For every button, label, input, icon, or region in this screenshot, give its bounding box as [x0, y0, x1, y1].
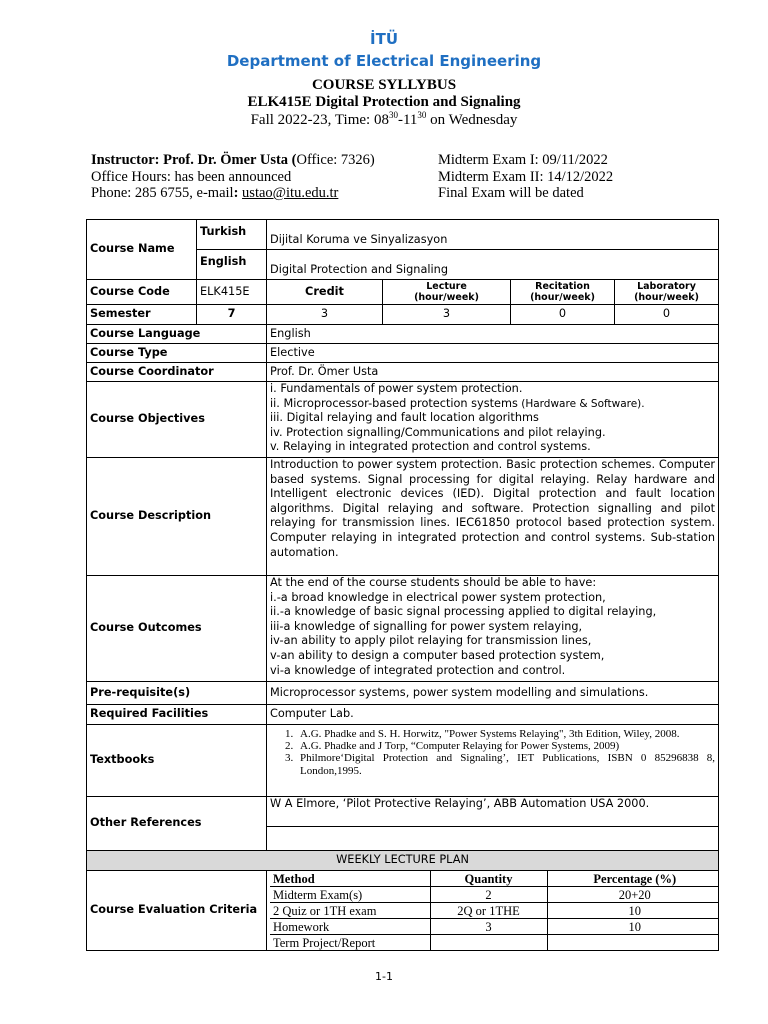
textbooks-list — [270, 728, 715, 777]
table-row — [87, 325, 719, 344]
lecture-header-line2: (hour/week) — [414, 292, 479, 303]
instructor-name: Instructor: Prof. Dr. Ömer Usta ( — [91, 152, 297, 168]
type-label: Course Type — [87, 344, 267, 363]
objective-text: ii. Microprocessor-based protection systems — [270, 396, 518, 410]
time-suffix: on Wednesday — [426, 112, 518, 128]
semester-value: 7 — [197, 305, 267, 325]
course-time — [0, 111, 768, 129]
evaluation-row — [270, 903, 719, 919]
instructor-line — [91, 152, 375, 169]
outcomes-list — [267, 576, 719, 682]
percentage-cell: 10 — [547, 903, 719, 919]
credit-value: 3 — [267, 305, 383, 325]
english-label: English — [197, 250, 267, 280]
course-code: ELK415E — [197, 280, 267, 305]
method-header: Method — [270, 871, 430, 887]
midterm-1-date: Midterm Exam I: 09/11/2022 — [438, 152, 608, 168]
evaluation-cell — [267, 871, 719, 951]
coordinator-label: Course Coordinator — [87, 363, 267, 382]
department-name: Department of Electrical Engineering — [226, 52, 542, 70]
course-table — [86, 219, 719, 951]
table-row — [87, 705, 719, 725]
document-header — [0, 30, 768, 129]
table-row — [87, 725, 719, 797]
facilities-value: Computer Lab. — [267, 705, 719, 725]
turkish-course-name: Dijital Koruma ve Sinyalizasyon — [267, 220, 719, 250]
outcome-item: i.-a broad knowledge in electrical power system protection, — [270, 590, 606, 604]
prerequisite-label: Pre-requisite(s) — [87, 682, 267, 705]
method-cell: 2 Quiz or 1TH exam — [270, 903, 430, 919]
table-row — [87, 851, 719, 871]
textbooks-cell — [267, 725, 719, 797]
table-row — [87, 682, 719, 705]
final-exam-date: Final Exam will be dated — [438, 185, 584, 201]
quantity-cell — [430, 935, 547, 951]
percentage-cell: 10 — [547, 919, 719, 935]
textbooks-label: Textbooks — [87, 725, 267, 797]
english-course-name: Digital Protection and Signaling — [267, 250, 719, 280]
method-cell: Term Project/Report — [270, 935, 430, 951]
objectives-label: Course Objectives — [87, 382, 267, 458]
outcome-item: v-an ability to design a computer based protection system, — [270, 648, 605, 662]
references-empty — [267, 827, 719, 851]
credit-label: Credit — [267, 280, 383, 305]
table-row — [87, 363, 719, 382]
references-value: W A Elmore, ‘Pilot Protective Relaying’, ABB Automation USA 2000. — [267, 797, 719, 827]
course-code-label: Course Code — [87, 280, 197, 305]
university-name: İTÜ — [370, 30, 398, 48]
language-label: Course Language — [87, 325, 267, 344]
outcome-item: iii-a knowledge of signalling for power system relaying, — [270, 619, 583, 633]
page-number: 1-1 — [375, 970, 393, 983]
textbook-item: 3. Philmore‘Digital Protection and Signaling’, IET Publications, ISBN 0 85296838 8, London,1995. — [296, 752, 715, 776]
time-end-minutes: 30 — [417, 110, 427, 120]
textbook-item: 1. A.G. Phadke and S. H. Horwitz, "Power Systems Relaying", 3th Edition, Wiley, 2008. — [296, 728, 715, 740]
semester-label: Semester — [87, 305, 197, 325]
instructor-office: Office: 7326) — [296, 152, 375, 168]
table-row — [87, 220, 719, 250]
quantity-cell: 2 — [430, 887, 547, 903]
syllabus-title: COURSE SYLLYBUS — [311, 77, 457, 93]
laboratory-header-line1: Laboratory — [637, 281, 696, 292]
outcomes-label: Course Outcomes — [87, 576, 267, 682]
laboratory-header-line2: (hour/week) — [634, 292, 699, 303]
objective-item: iv. Protection signalling/Communications and pilot relaying. — [270, 425, 606, 439]
quantity-cell: 3 — [430, 919, 547, 935]
time-mid: -11 — [397, 112, 418, 128]
quantity-cell: 2Q or 1THE — [430, 903, 547, 919]
method-cell: Midterm Exam(s) — [270, 887, 430, 903]
description-text: Introduction to power system protection. Basic protection schemes. Computer based systems. Signal processing for digital relaying. Relay hardware and Intelligent electronic devices (IED). Digital protection and fault location algorithms. Digital relaying and software. Protection signalling and pilot relaying for transmission lines. IEC61850 protocol based protection system. Computer relaying in integrated protection and control systems. Sub-station automation. — [267, 458, 719, 576]
table-row — [87, 344, 719, 363]
time-start-minutes: 30 — [388, 110, 398, 120]
table-row — [87, 871, 719, 951]
table-row — [87, 797, 719, 827]
table-row — [87, 382, 719, 458]
references-label: Other References — [87, 797, 267, 851]
objective-item: i. Fundamentals of power system protection. — [270, 382, 523, 395]
instructor-info — [91, 152, 375, 202]
phone-text: Phone: 285 6755, e-mail — [91, 185, 234, 201]
type-value: Elective — [267, 344, 719, 363]
percentage-cell: 20+20 — [547, 887, 719, 903]
language-value: English — [267, 325, 719, 344]
lecture-header-line1: Lecture — [426, 281, 467, 292]
objective-item: v. Relaying in integrated protection and control systems. — [270, 440, 591, 454]
textbook-item: 2. A.G. Phadke and J Torp, “Computer Relaying for Power Systems, 2009) — [296, 740, 715, 752]
course-title: ELK415E Digital Protection and Signaling — [247, 94, 521, 110]
time-prefix: Fall 2022-23, Time: 08 — [250, 112, 389, 128]
table-row — [87, 458, 719, 576]
objective-note: (Hardware & Software). — [517, 397, 645, 410]
exam-dates — [438, 152, 613, 202]
email-link[interactable]: ustao@itu.edu.tr — [242, 185, 339, 201]
percentage-header: Percentage (%) — [547, 871, 719, 887]
method-cell: Homework — [270, 919, 430, 935]
facilities-label: Required Facilities — [87, 705, 267, 725]
quantity-header: Quantity — [430, 871, 547, 887]
percentage-cell — [547, 935, 719, 951]
midterm-2-date: Midterm Exam II: 14/12/2022 — [438, 168, 614, 185]
recitation-value: 0 — [511, 305, 615, 325]
evaluation-row — [270, 919, 719, 935]
objective-item: iii. Digital relaying and fault location algorithms — [270, 411, 539, 425]
turkish-label: Turkish — [197, 220, 267, 250]
recitation-header — [511, 280, 615, 305]
prerequisite-value: Microprocessor systems, power system modelling and simulations. — [267, 682, 719, 705]
lecture-header — [383, 280, 511, 305]
description-label: Course Description — [87, 458, 267, 576]
table-row — [87, 280, 719, 305]
laboratory-value: 0 — [615, 305, 719, 325]
weekly-plan-header: WEEKLY LECTURE PLAN — [87, 851, 719, 871]
evaluation-row — [270, 935, 719, 951]
recitation-header-line1: Recitation — [535, 281, 590, 292]
coordinator-value: Prof. Dr. Ömer Usta — [267, 363, 719, 382]
office-hours: Office Hours: has been announced — [91, 168, 292, 185]
laboratory-header — [615, 280, 719, 305]
outcome-item: vi-a knowledge of integrated protection and control. — [270, 663, 566, 677]
course-name-label: Course Name — [87, 220, 197, 280]
evaluation-label: Course Evaluation Criteria — [87, 871, 267, 951]
evaluation-table — [270, 871, 719, 950]
outcome-item: At the end of the course students should be able to have: — [270, 576, 597, 589]
email-colon: : — [233, 185, 243, 201]
contact-line — [91, 185, 375, 202]
recitation-header-line2: (hour/week) — [530, 292, 595, 303]
table-row — [87, 576, 719, 682]
outcome-item: iv-an ability to apply pilot relaying for transmission lines, — [270, 634, 592, 648]
evaluation-row — [270, 887, 719, 903]
evaluation-header-row — [270, 871, 719, 887]
table-row — [87, 305, 719, 325]
lecture-value: 3 — [383, 305, 511, 325]
outcome-item: ii.-a knowledge of basic signal processing applied to digital relaying, — [270, 605, 657, 619]
objective-item — [270, 397, 715, 412]
objectives-list — [267, 382, 719, 458]
